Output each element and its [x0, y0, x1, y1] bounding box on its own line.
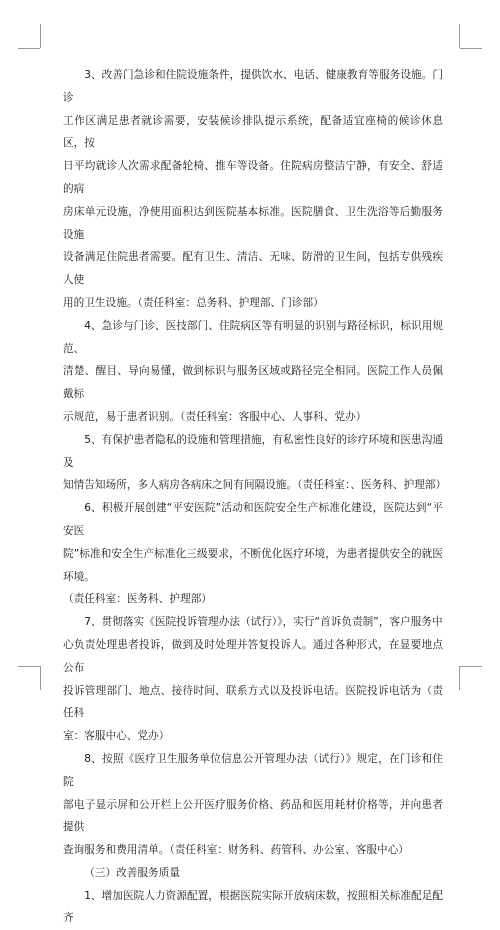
- crop-mark-top-left-horizontal: [18, 48, 40, 49]
- paragraph-line: 用的卫生设施。（责任科室：总务科、护理部、门诊部）: [63, 296, 324, 309]
- paragraph-line: 6、积极开展创建“平安医院”活动和医院安全生产标准化建设，医院达到“平安医: [63, 502, 443, 537]
- crop-mark-top-right-horizontal: [460, 48, 482, 49]
- crop-mark-top-right-vertical: [459, 24, 460, 48]
- paragraph-line: 投诉管理部门、地点、接待时间、联系方式以及投诉电话。医院投诉电话为（责任科: [63, 684, 443, 720]
- paragraph-line: 工作区满足患者就诊需要，安装候诊排队提示系统，配备适宜座椅的候诊休息区，按: [63, 114, 443, 150]
- paragraph-line: 日平均就诊人次需求配备轮椅、推车等设备。住院病房整洁宁静，有安全、舒适的病: [63, 160, 443, 195]
- paragraph-line: 1、增加医院人力资源配置，根据医院实际开放病床数，按照相关标准配足配齐: [63, 889, 443, 925]
- paragraph-line: 设备满足住院患者需要。配有卫生、清洁、无味、防滑的卫生间，包括专供残疾人使: [63, 251, 443, 287]
- paragraph-line: 部电子显示屏和公开栏上公开医疗服务价格、药品和医用耗材价格等，并向患者提供: [63, 798, 443, 834]
- crop-mark-top-left-vertical: [40, 24, 41, 48]
- paragraph-line: 清楚、醒目、导向易懂，做到标识与服务区域或路径完全相同。医院工作人员佩戴标: [63, 365, 443, 401]
- paragraph-line: 房床单元设施，净使用面积达到医院基本标准。医院膳食、卫生洗浴等后勤服务设施: [63, 205, 443, 241]
- crop-mark-bottom-left-horizontal: [18, 666, 40, 667]
- paragraph-line: （责任科室：医务科、护理部）: [63, 593, 213, 606]
- crop-mark-bottom-right-vertical: [459, 666, 460, 690]
- paragraph-line: 示规范，易于患者识别。（责任科室：客服中心、人事科、党办）: [63, 410, 367, 423]
- paragraph-line: 知情告知场所，多人病房各病床之间有间隔设施。（责任科室：、医务科、护理部）: [63, 479, 447, 492]
- document-body: [63, 64, 447, 930]
- paragraph-line: 4、急诊与门诊、医技部门、住院病区等有明显的识别与路径标识，标识用规范、: [63, 319, 443, 355]
- crop-mark-bottom-right-horizontal: [460, 666, 482, 667]
- paragraph-line: 心负责处理患者投诉，做到及时处理并答复投诉人。通过各种形式，在显要地点公布: [63, 638, 443, 674]
- paragraph-line: 3、改善门急诊和住院设施条件，提供饮水、电话、健康教育等服务设施。门诊: [63, 69, 443, 104]
- paragraph-line: 8、按照《医疗卫生服务单位信息公开管理办法（试行）》规定，在门诊和住院: [63, 752, 443, 788]
- paragraph-line: 院”标准和安全生产标准化三级要求，不断优化医疗环境，为患者提供安全的就医环境。: [63, 547, 443, 583]
- paragraph-line: 7、贯彻落实《医院投诉管理办法（试行）》，实行“首诉负责制”，客户服务中: [84, 616, 443, 629]
- paragraph-line: 查询服务和费用清单。（责任科室：财务科、药管科、办公室、客服中心）: [63, 844, 409, 857]
- crop-mark-bottom-left-vertical: [40, 666, 41, 690]
- section-heading: （三）改善服务质量: [84, 866, 180, 879]
- paragraph-line: 5、有保护患者隐私的设施和管理措施，有私密性良好的诊疗环境和医患沟通及: [63, 433, 443, 469]
- paragraph-line: 室：客服中心、党办）: [63, 730, 170, 743]
